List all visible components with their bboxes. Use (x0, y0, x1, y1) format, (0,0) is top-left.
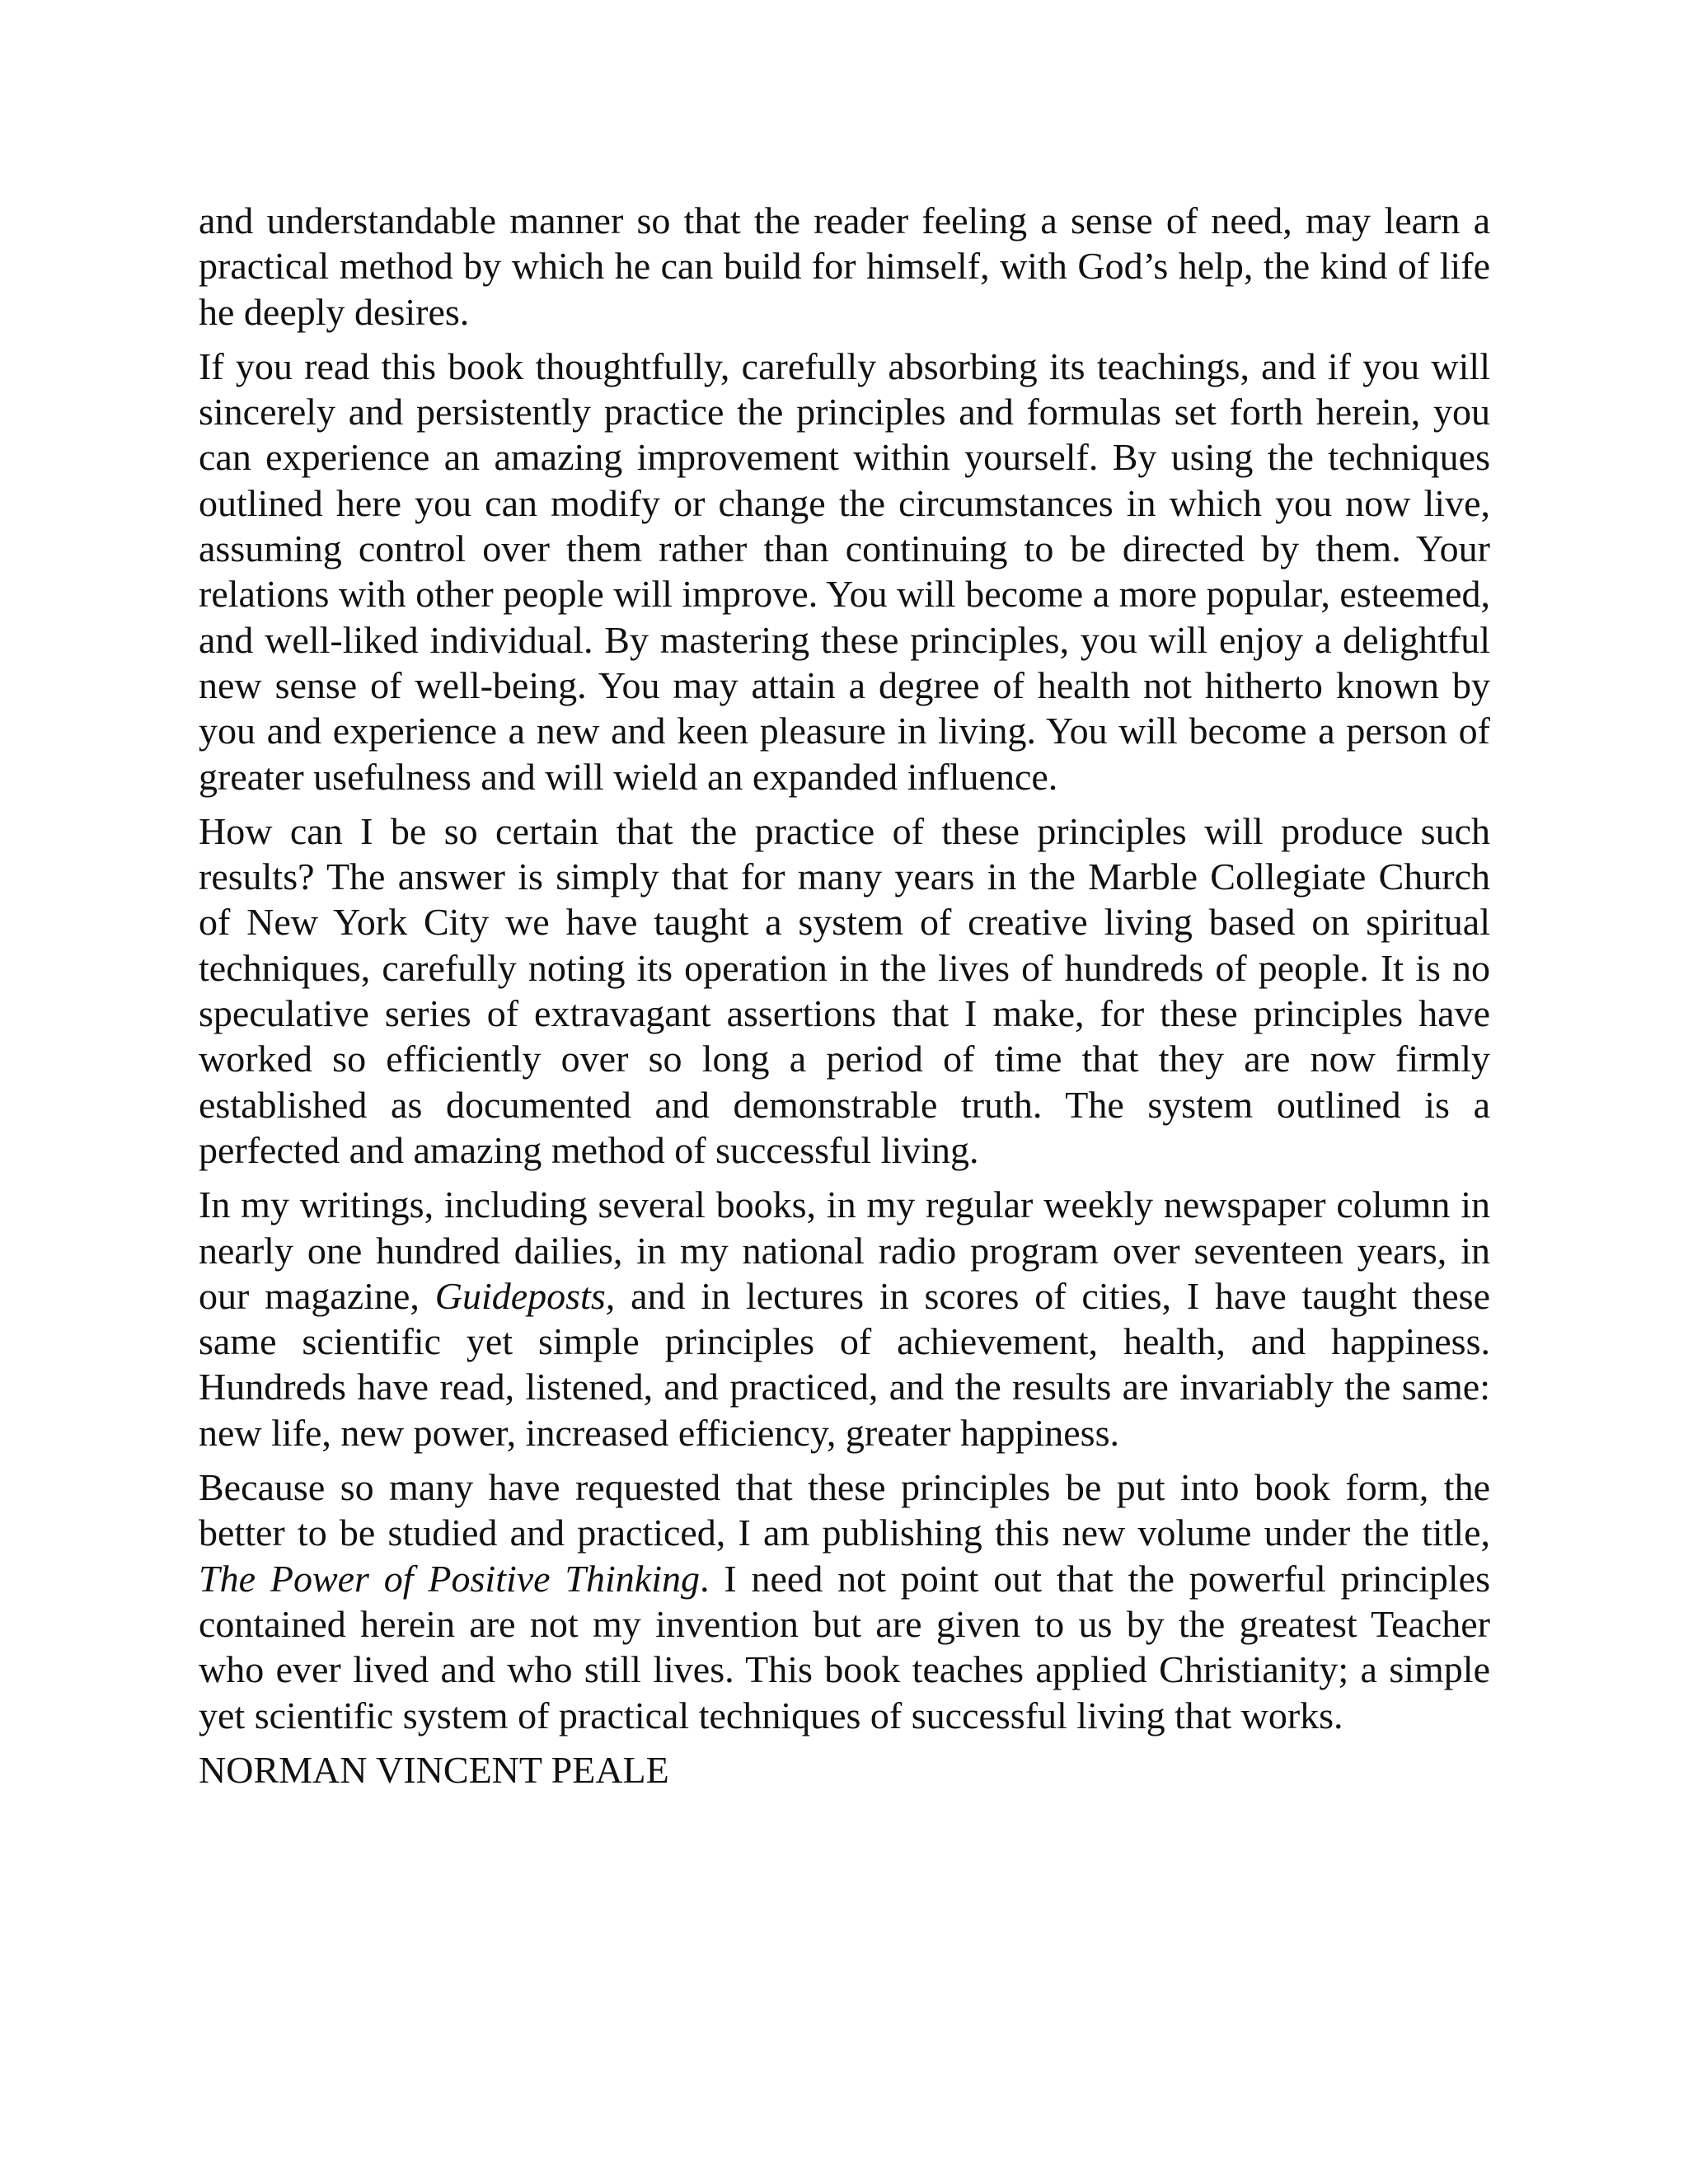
book-title: The Power of Positive Thinking (199, 1557, 700, 1600)
paragraph-4 (199, 1182, 1490, 1455)
paragraph-3-text: How can I be so certain that the practice of these principles will produce such results? The answer is simply that for many years in the Marble Collegiate Church of New York City we have taught a system of creative living based on spiritual techniques, carefully noting its operation in the lives of hundreds of people. It is no speculative series of extravagant assertions that I make, for these principles have worked so efficiently over so long a period of time that they are now firmly established as documented and demonstrable truth. The system outlined is a perfected and amazing method of successful living. (199, 809, 1490, 1171)
paragraph-4-text-b: and in lectures in scores of cities, I have taught these same scientific yet simple principles of achievement, health, and happiness. Hundreds have read, listened, and practiced, and the results are invariably the same: new life, new power, increased efficiency, greater happiness. (199, 1274, 1490, 1454)
paragraph-1 (199, 198, 1490, 335)
body-text (199, 198, 1490, 1793)
paragraph-4-text-a: In my writings, including several books, in my regular weekly newspaper column in nearly one hundred dailies, in my national radio program over seventeen years, in our magazine, (199, 1183, 1490, 1317)
paragraph-3 (199, 808, 1490, 1173)
paragraph-1-text: and understandable manner so that the reader feeling a sense of need, may learn a practical method by which he can build for himself, with God’s help, the kind of life he deeply desires. (199, 199, 1490, 333)
paragraph-2-text: If you read this book thoughtfully, carefully absorbing its teachings, and if you will sincerely and persistently practice the principles and formulas set forth herein, you can experience an amazing improvement within yourself. By using the techniques outlined here you can modify or change the circumstances in which you now live, assuming control over them rather than continuing to be directed by them. Your relations with other people will improve. You will become a more popular, esteemed, and well-liked individual. By mastering these principles, you will enjoy a delightful new sense of well-being. You may attain a degree of health not hitherto known by you and experience a new and keen pleasure in living. You will become a person of greater usefulness and will wield an expanded influence. (199, 344, 1490, 798)
magazine-title-guideposts: Guideposts, (434, 1274, 616, 1317)
paragraph-2 (199, 344, 1490, 799)
paragraph-5-text-b: . I need not point out that the powerful principles contained herein are not my invention but are given to us by the greatest Teacher who ever lived and who still lives. This book teaches applied Christianity; a simple yet scientific system of practical techniques of successful living that works. (199, 1557, 1490, 1736)
paragraph-5-text-a: Because so many have requested that these principles be put into book form, the better to be studied and practiced, I am publishing this new volume under the title, (199, 1466, 1490, 1554)
paragraph-5 (199, 1465, 1490, 1738)
author-signature: NORMAN VINCENT PEALE (199, 1748, 669, 1791)
